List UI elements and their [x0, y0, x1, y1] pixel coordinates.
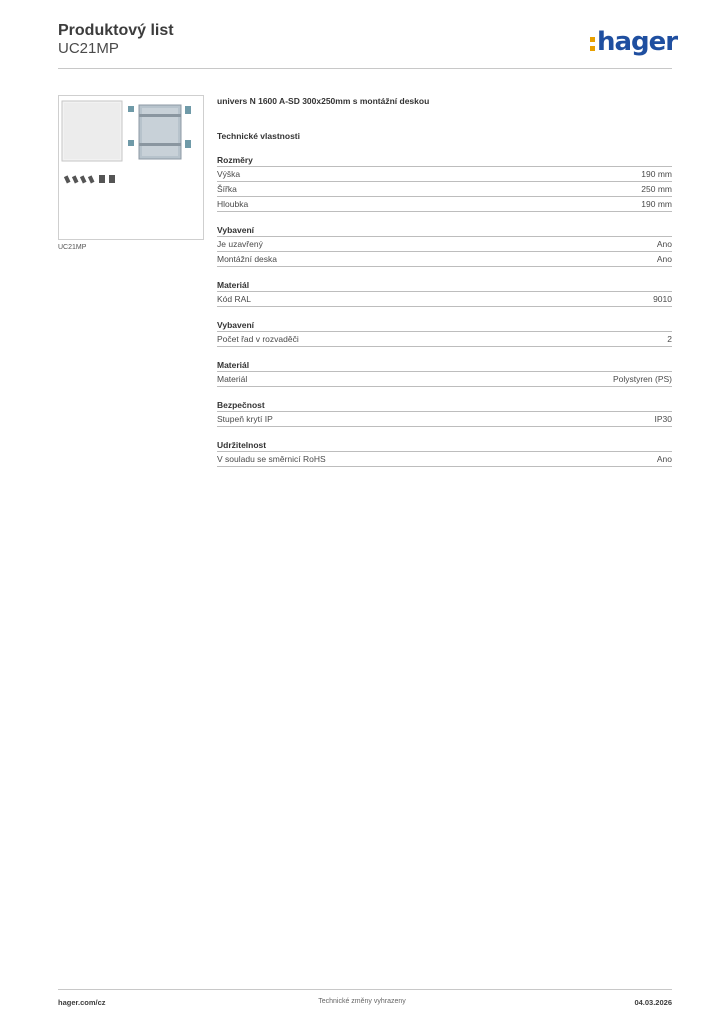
footer-notice: Technické změny vyhrazeny	[318, 998, 406, 1005]
spec-value: 250 mm	[641, 184, 672, 194]
spec-row	[217, 237, 672, 252]
spec-group	[217, 154, 672, 212]
logo-dots-icon	[590, 37, 595, 51]
image-caption: UC21MP	[58, 244, 87, 251]
spec-label: Šířka	[217, 184, 237, 194]
product-image-frame	[58, 95, 204, 240]
spec-value: 9010	[653, 294, 672, 304]
spec-value: 2	[667, 334, 672, 344]
spec-group	[217, 439, 672, 467]
footer-divider	[58, 989, 672, 990]
spec-row	[217, 332, 672, 347]
spec-row	[217, 292, 672, 307]
spec-label: Počet řad v rozvaděči	[217, 334, 299, 344]
spec-row	[217, 412, 672, 427]
spec-group	[217, 399, 672, 427]
spec-label: Výška	[217, 169, 241, 179]
hager-logo	[590, 27, 677, 57]
spec-label: Montážní deska	[217, 254, 278, 264]
footer-website-link[interactable]: hager.com/cz	[58, 998, 106, 1007]
header-divider	[58, 68, 672, 69]
spec-label: Materiál	[217, 374, 248, 384]
spec-value: 190 mm	[641, 169, 672, 179]
spec-group	[217, 359, 672, 387]
spec-value: Ano	[656, 239, 672, 249]
spec-row	[217, 252, 672, 267]
spec-label: Stupeň krytí IP	[217, 414, 273, 424]
spec-label: V souladu se směrnicí RoHS	[217, 454, 326, 464]
spec-groups	[217, 154, 672, 467]
product-details	[217, 94, 672, 467]
spec-row	[217, 197, 672, 212]
spec-label: Je uzavřený	[217, 239, 263, 249]
spec-value: 190 mm	[641, 199, 672, 209]
spec-group-title: Materiál	[217, 359, 672, 372]
page-subtitle: UC21MP	[58, 40, 119, 57]
spec-value: Polystyren (PS)	[612, 374, 672, 384]
spec-group-title: Vybavení	[217, 224, 672, 237]
spec-group-title: Rozměry	[217, 154, 672, 167]
spec-group-title: Bezpečnost	[217, 399, 672, 412]
spec-group-title: Vybavení	[217, 319, 672, 332]
spec-group	[217, 279, 672, 307]
spec-group-title: Udržitelnost	[217, 439, 672, 452]
spec-row	[217, 167, 672, 182]
page-title: Produktový list	[58, 22, 174, 39]
spec-label: Hloubka	[217, 199, 249, 209]
logo-text: hager	[597, 27, 678, 57]
product-name: univers N 1600 A-SD 300x250mm s montážní deskou	[217, 96, 430, 106]
product-image	[59, 96, 203, 239]
spec-row	[217, 372, 672, 387]
spec-value: IP30	[654, 414, 672, 424]
spec-group	[217, 224, 672, 267]
tech-heading: Technické vlastnosti	[217, 131, 300, 141]
spec-group	[217, 319, 672, 347]
footer-date: 04.03.2026	[634, 998, 672, 1007]
spec-group-title: Materiál	[217, 279, 672, 292]
spec-label: Kód RAL	[217, 294, 252, 304]
spec-row	[217, 452, 672, 467]
spec-value: Ano	[656, 254, 672, 264]
spec-row	[217, 182, 672, 197]
spec-value: Ano	[656, 454, 672, 464]
